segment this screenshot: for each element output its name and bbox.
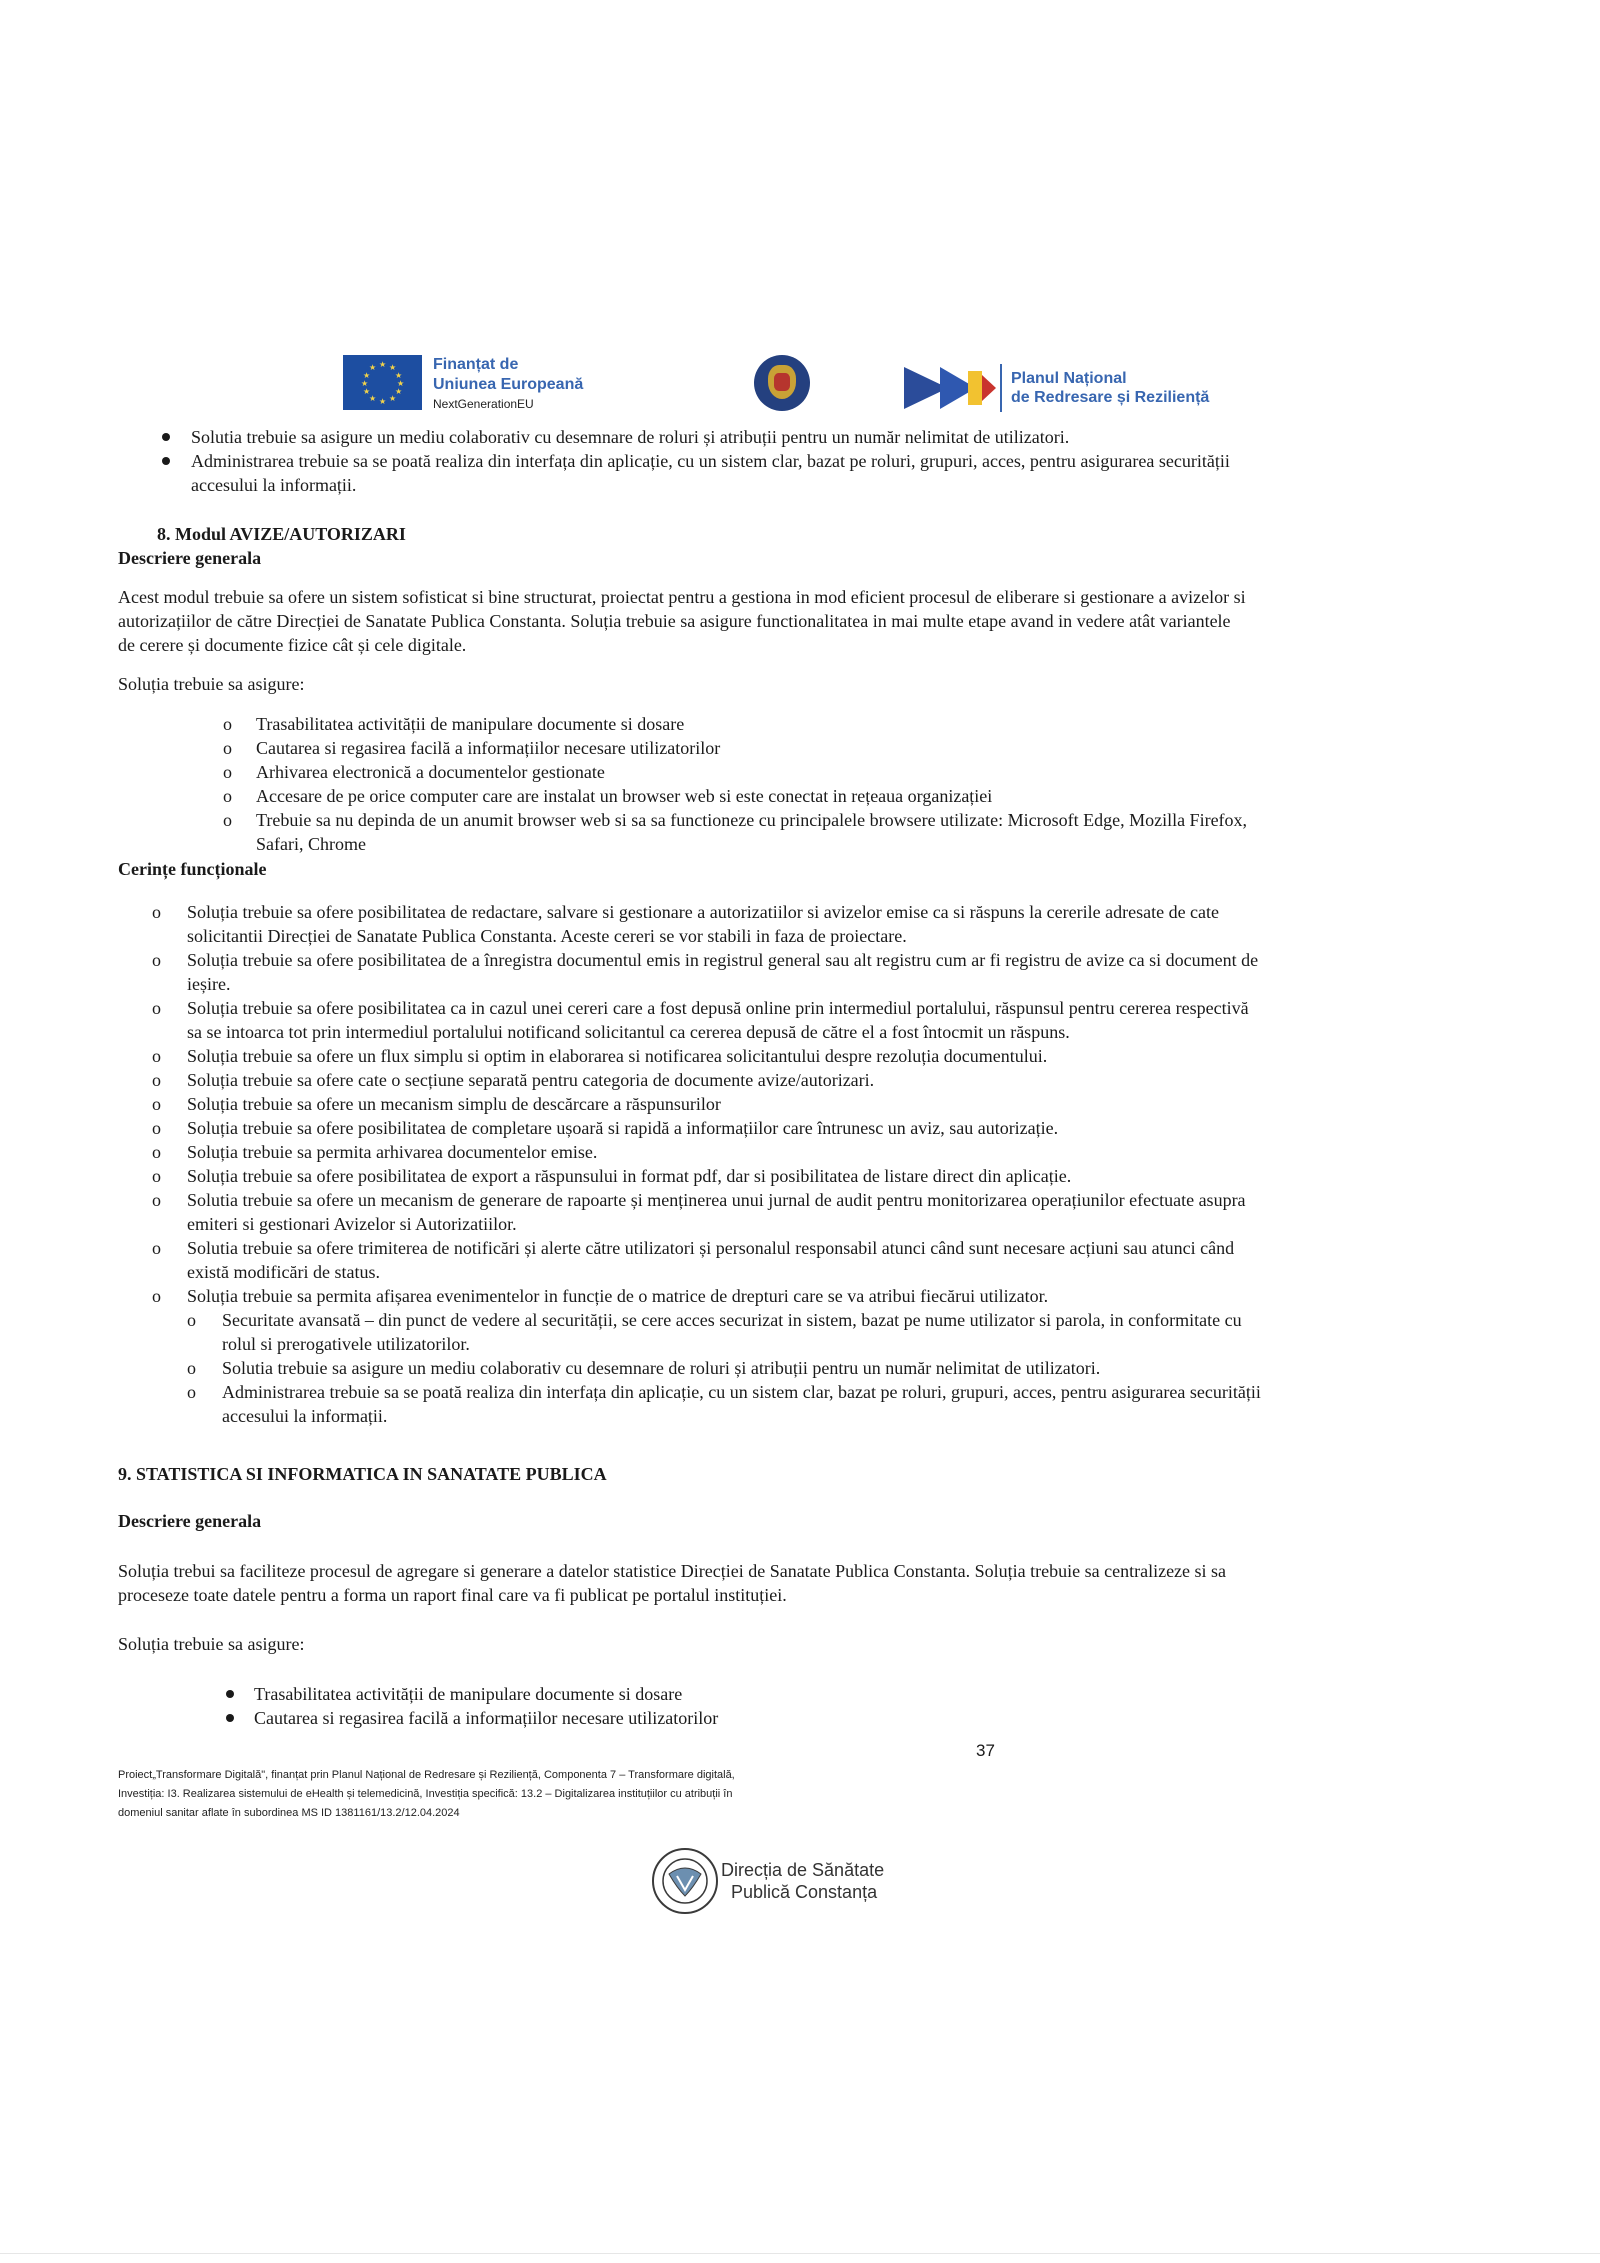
circle-bullet-icon: o <box>152 998 161 1018</box>
requirement-line: Soluția trebuie sa ofere un flux simplu si optim in elaborarea si notificarea solicitantului despre rezoluția documentului. <box>187 1046 1048 1066</box>
page-number: 37 <box>976 1741 995 1760</box>
bullet-icon <box>162 433 170 441</box>
dsp-constanta-logo <box>647 1846 884 1916</box>
circle-bullet-icon: o <box>187 1310 196 1330</box>
bullet-icon <box>226 1690 234 1698</box>
circle-bullet-icon: o <box>152 1166 161 1186</box>
eu-flag-icon: ★ ★ ★ ★ ★ ★ ★ ★ ★ ★ ★ ★ <box>343 355 422 410</box>
bullet-icon <box>162 457 170 465</box>
requirement-line: Solutia trebuie sa ofere un mecanism de generare de rapoarte și menținerea unui jurnal de audit pentru monitorizarea operațiunilor efectuate asupra <box>187 1190 1246 1210</box>
romanian-government-emblem-icon <box>754 355 810 411</box>
requirement-line: emiteri si gestionari Avizelor si Autorizatiilor. <box>187 1214 517 1234</box>
requirement-line: Soluția trebuie sa ofere posibilitatea ca in cazul unei cereri care a fost depusă online prin intermediul portalului, răspunsul pentru cererea respectivă <box>187 998 1249 1018</box>
dsp-logo-line2: Publică Constanța <box>731 1882 878 1902</box>
eu-logo-line3: NextGenerationEU <box>433 397 534 411</box>
section8-subtitle: Descriere generala <box>118 548 262 568</box>
intro-bullet-1: Solutia trebuie sa asigure un mediu colaborativ cu desemnare de roluri și atribuții pentru un număr nelimitat de utilizatori. <box>191 427 1070 447</box>
circle-bullet-icon: o <box>152 1046 161 1066</box>
footer-note-line: domeniul sanitar aflate în subordinea MS ID 1381161/13.2/12.04.2024 <box>118 1807 460 1819</box>
section9-assure-label: Soluția trebuie sa asigure: <box>118 1634 305 1654</box>
section8-requirements-label: Cerințe funcționale <box>118 859 267 879</box>
requirement-line: Soluția trebuie sa ofere posibilitatea de completare ușoară si rapidă a informațiilor care întrunesc un aviz, sau autorizație. <box>187 1118 1059 1138</box>
section8-assure-item: Trebuie sa nu depinda de un anumit browser web si sa sa functioneze cu principalele browsere utilizate: Microsoft Edge, Mozilla Firefox, <box>256 810 1248 830</box>
pnrr-logo-line1: Planul Național <box>1011 370 1127 387</box>
requirement-line: sa se intoarca tot prin intermediul portalului notificand solicitantul ca cererea depusă de către el a fost întocmit un răspuns. <box>187 1022 1070 1042</box>
circle-bullet-icon: o <box>152 1286 161 1306</box>
circle-bullet-icon: o <box>152 1238 161 1258</box>
circle-bullet-icon: o <box>223 714 232 734</box>
bullet-icon <box>226 1714 234 1722</box>
circle-bullet-icon: o <box>152 1190 161 1210</box>
section8-assure-item: Cautarea si regasirea facilă a informațiilor necesare utilizatorilor <box>256 738 721 758</box>
section9-title: 9. STATISTICA SI INFORMATICA IN SANATATE PUBLICA <box>118 1464 607 1484</box>
requirement-line: Soluția trebuie sa ofere posibilitatea de a înregistra documentul emis in registrul general sau alt registru cum ar fi registru de avize ca si document de <box>187 950 1259 970</box>
section9-paragraph-line: proceseze toate datele pentru a forma un raport final care va fi publicat pe portalul instituției. <box>118 1585 787 1605</box>
circle-bullet-icon: o <box>152 1094 161 1114</box>
requirement-line: Soluția trebuie sa ofere posibilitatea de export a răspunsului in format pdf, dar si posibilitatea de listare direct din aplicație. <box>187 1166 1072 1186</box>
intro-bullet-2: Administrarea trebuie sa se poată realiza din interfața din aplicație, cu un sistem clar, bazat pe roluri, grupuri, acces, pentru asigurarea securității <box>191 451 1230 471</box>
circle-bullet-icon: o <box>223 762 232 782</box>
section8-paragraph-line: de cerere și documente fizice cât și cele digitale. <box>118 635 467 655</box>
requirement-line: ieșire. <box>187 974 231 994</box>
pnrr-logo-line2: de Redresare și Reziliență <box>1011 389 1210 406</box>
section8-title: 8. Modul AVIZE/AUTORIZARI <box>157 524 406 544</box>
circle-bullet-icon: o <box>223 738 232 758</box>
circle-bullet-icon: o <box>223 810 232 830</box>
requirement-line: solicitantii Direcției de Sanatate Publica Constanta. Aceste cereri se vor stabili in faza de proiectare. <box>187 926 907 946</box>
dsp-logo-line1: Direcția de Sănătate <box>721 1860 885 1880</box>
circle-bullet-icon: o <box>187 1358 196 1378</box>
requirement-line: Soluția trebuie sa permita arhivarea documentelor emise. <box>187 1142 598 1162</box>
section9-subtitle: Descriere generala <box>118 1511 262 1531</box>
sub-requirement-line: Securitate avansată – din punct de vedere al securității, se cere acces securizat in sistem, bazat pe nume utilizator si parola, in conformitate cu <box>222 1310 1242 1330</box>
circle-bullet-icon: o <box>223 786 232 806</box>
section8-paragraph-line: Acest modul trebuie sa ofere un sistem sofisticat si bine structurat, proiectat pentru a gestiona in mod eficient procesul de eliberare si gestionare a avizelor si <box>118 587 1246 607</box>
eu-funding-logo <box>343 355 583 413</box>
requirement-line: Soluția trebuie sa permita afișarea evenimentelor in funcție de o matrice de drepturi care se va atribui fiecărui utilizator. <box>187 1286 1049 1306</box>
section8-assure-item: Arhivarea electronică a documentelor gestionate <box>256 762 605 782</box>
section8-paragraph-line: autorizațiilor de către Direcției de Sanatate Publica Constanta. Soluția trebuie sa asigure functionalitatea in mai multe etape avand in vedere atât variantele <box>118 611 1231 631</box>
requirement-line: există modificări de status. <box>187 1262 380 1282</box>
circle-bullet-icon: o <box>152 1070 161 1090</box>
requirement-line: Soluția trebuie sa ofere posibilitatea de redactare, salvare si gestionare a autorizatiilor si avizelor emise ca si răspuns la cererile adresate de cate <box>187 902 1220 922</box>
sub-requirement-line: Solutia trebuie sa asigure un mediu colaborativ cu desemnare de roluri și atribuții pentru un număr nelimitat de utilizatori. <box>222 1358 1101 1378</box>
circle-bullet-icon: o <box>152 902 161 922</box>
pnrr-arrows-icon <box>904 363 996 413</box>
section8-assure-label: Soluția trebuie sa asigure: <box>118 674 305 694</box>
sub-requirement-line: Administrarea trebuie sa se poată realiza din interfața din aplicație, cu un sistem clar, bazat pe roluri, grupuri, acces, pentru asigurarea securității <box>222 1382 1261 1402</box>
section9-assure-item: Cautarea si regasirea facilă a informațiilor necesare utilizatorilor <box>254 1708 719 1728</box>
section8-assure-item: Trasabilitatea activității de manipulare documente si dosare <box>256 714 685 734</box>
requirement-line: Soluția trebuie sa ofere un mecanism simplu de descărcare a răspunsurilor <box>187 1094 721 1114</box>
sub-requirement-line: rolul si prerogativele utilizatorilor. <box>222 1334 470 1354</box>
scan-edge-line <box>0 2253 1600 2254</box>
intro-bullet-2-cont: accesului la informații. <box>191 475 357 495</box>
circle-bullet-icon: o <box>152 1118 161 1138</box>
eu-logo-line2: Uniunea Europeană <box>433 376 584 393</box>
section8-assure-item: Accesare de pe orice computer care are instalat un browser web si este conectat in rețeaua organizației <box>256 786 993 806</box>
footer-note-line: Investiția: I3. Realizarea sistemului de eHealth și telemedicină, Investiția specifică: 13.2 – Digitalizarea instituțiilor cu atribuții în <box>118 1788 733 1800</box>
sub-requirement-line: accesului la informații. <box>222 1406 388 1426</box>
footer-note-line: Proiect„Transformare Digitală", finanțat prin Planul Național de Redresare și Reziliență, Componenta 7 – Transformare digitală, <box>118 1769 735 1781</box>
eu-logo-line1: Finanțat de <box>433 356 519 373</box>
dsp-seal-icon <box>647 1846 727 1916</box>
circle-bullet-icon: o <box>187 1382 196 1402</box>
requirement-line: Soluția trebuie sa ofere cate o secțiune separată pentru categoria de documente avize/autorizari. <box>187 1070 875 1090</box>
pnrr-logo <box>904 363 1209 413</box>
section9-paragraph-line: Soluția trebui sa faciliteze procesul de agregare si generare a datelor statistice Direcției de Sanatate Publica Constanta. Soluția trebuie sa centralizeze si sa <box>118 1561 1227 1581</box>
section9-assure-item: Trasabilitatea activității de manipulare documente si dosare <box>254 1684 683 1704</box>
circle-bullet-icon: o <box>152 950 161 970</box>
section8-assure-item-cont: Safari, Chrome <box>256 834 366 854</box>
circle-bullet-icon: o <box>152 1142 161 1162</box>
requirement-line: Solutia trebuie sa ofere trimiterea de notificări și alerte către utilizatori și personalul responsabil atunci când sunt necesare acțiuni sau atunci când <box>187 1238 1235 1258</box>
